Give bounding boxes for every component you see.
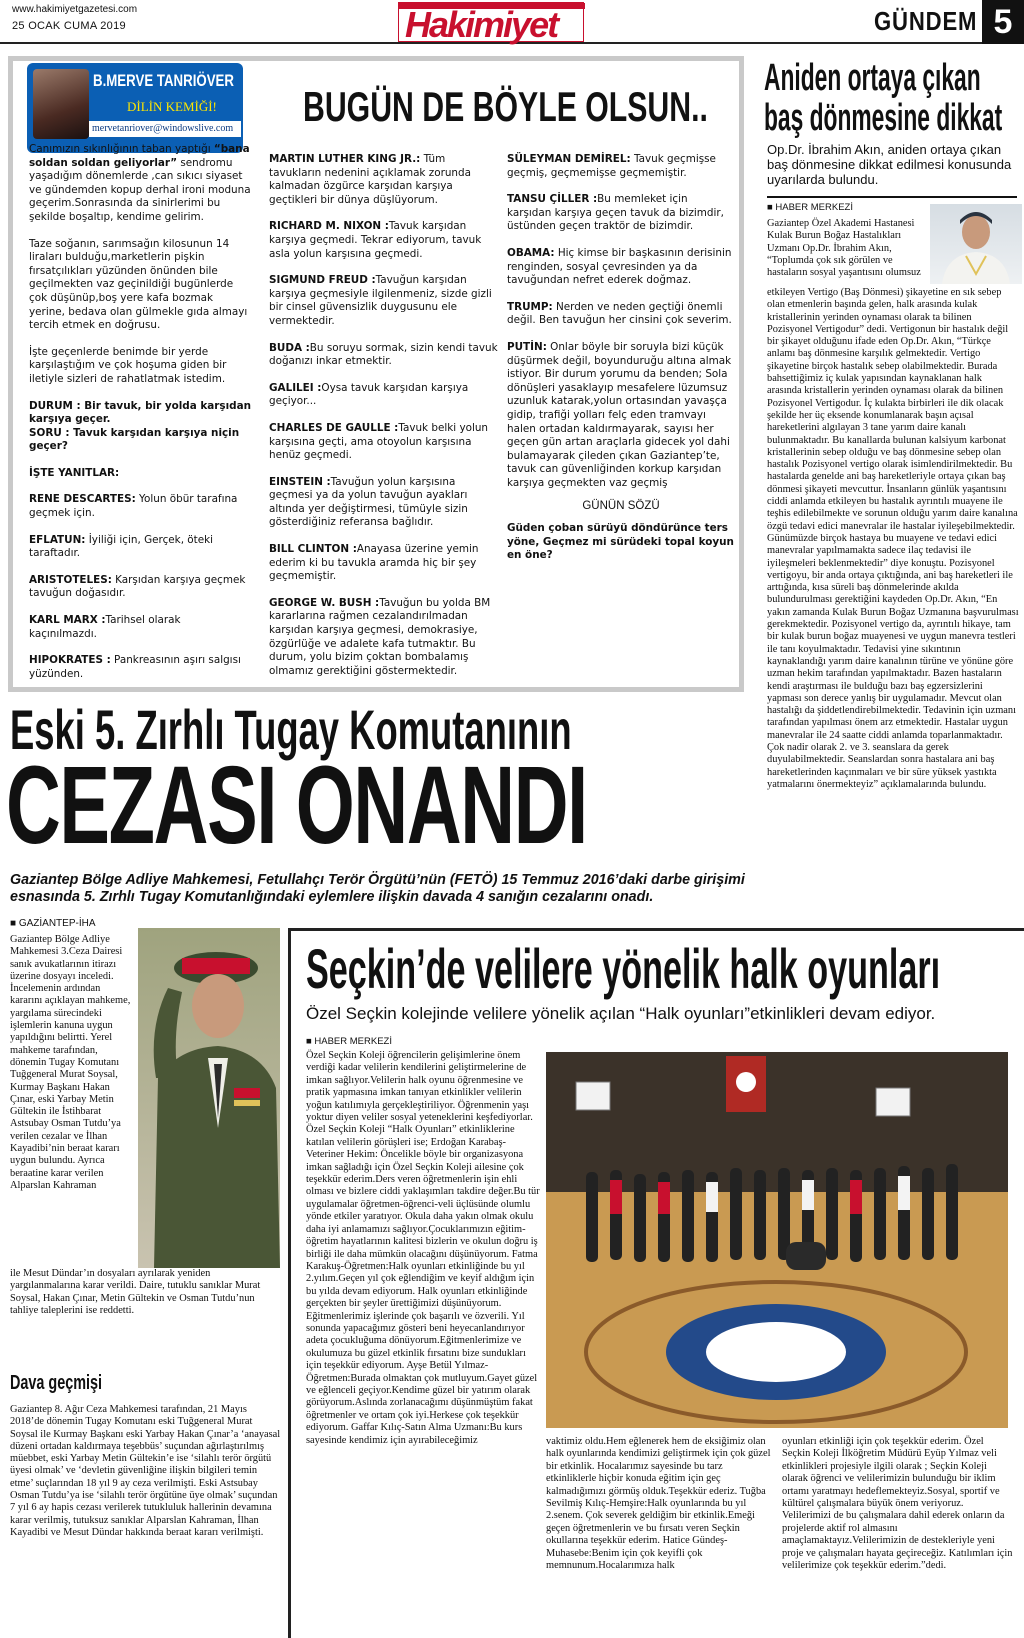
answer-text: Tarihsel olarak kaçınılmazdı.: [29, 614, 181, 640]
answer-item: [269, 274, 499, 328]
answer-item: [507, 153, 735, 180]
answer-name: CHARLES DE GAULLE :: [269, 421, 399, 434]
soru-text: SORU : Tavuk karşıdan karşıya niçin geçer?: [29, 426, 240, 453]
main-body-narrow: Gaziantep Bölge Adliye Mahkemesi 3.Ceza Dairesi sanık avukatlarının itirazı üzerine dosyayı inceledi. İncelemenin ardından kararını açıklayan mahkeme, yargılama sürecindeki işlemlerin kanuna uygun yapıldığını belirtti. Yerel mahkeme tarafından, dönemin Tugay Komutanı Tuğgeneral Murat Soysal, Kurmay Başkanı Hakan Çınar, eski Yarbay Metin Gültekin ile İstihbarat Astsubay Osman Tutdu’ya verilen cezalar ve İlhan Kayadibi’nin beraat kararı uygun bulundu. Ayrıca beraatine karar verilen Alparslan Kahraman: [10, 934, 131, 1191]
side-byline: ■ HABER MERKEZİ: [767, 202, 853, 213]
page-number: 5: [982, 0, 1024, 44]
answer-text: Onlar böyle bir soruyla bizi küçük düşürmek değil, boyunduruğu altına almak istiyor. Bir durum yorumu da benden; Sola dönüşleri yasaklayıp mesafelere lüzumsuz uzunluk katarak,yolun ortasından yavaşça gidip, trafiği yolları felç eden tramvayı halen ortadan kaldırmayarak, sayısı her geçen gün artan araçlarla gidecek yol dahi bulamayarak çileden çıkan Gaziantep’te, tavuk can güvenliğinden korkup karşıdan karşıya geçmekten vaz geçmiş: [507, 340, 732, 489]
officer-illustration: [138, 928, 280, 1268]
main-headline: CEZASI ONANDI: [6, 744, 587, 867]
answer-text: Tavuğun bu yolda BM kararlarına rağmen cezalandırılmadan karşıdan karşıya geçmesi, demokrasiye, özgürlüğe ve adalete kafa tutmaktır. Bu durum, yolu bizim çoktan bombalamış olmamız gerektiğini göstermektedir.: [269, 596, 491, 677]
seckin-col-2: vaktimiz oldu.Hem eğlenerek hem de eksiğimiz olan halk oyunlarında kendimizi geliştirmek için çok güzel bir etkinlik. Hocalarımız sayesinde bu tarz etkinliklerle hiçbir konuda eğitim için geç kalmadığımızı görmüş olduk.Teşekkür ederiz. Tuğba Sevilmiş Kılıç-Hemşire:Halk oyunlarında bu yıl 2.senem. Çok severek geldiğim bir etkinlik.Emeği geçen öğretmenlerin ve bu fırsatı veren Seçkin okullarına teşekkür ederim. Hatice Gündeş-Muhasebe:Benim için çok keyifli çok memnunum.Hocalarımıza halk: [546, 1436, 771, 1572]
doctor-photo: [930, 204, 1022, 284]
newspaper-logo: [398, 2, 584, 45]
answer-item: [269, 342, 499, 369]
answer-text: Yolun öbür tarafına geçmek için.: [29, 493, 238, 520]
author-photo: [33, 69, 89, 139]
answer-name: BILL CLINTON :: [269, 543, 357, 556]
answer-item: [29, 574, 251, 601]
seckin-col-1: Özel Seçkin Koleji öğrencilerin gelişimlerine önem verdiği kadar velilerin kendilerini geliştirmelerine de imkan sağlıyor.Velilerin halk oyunu öğrenmesine ve pratik yapmasına imkan tanıyan etkinlikler velilerin yoğun katılımıyla gerçekleştiriliyor. Öğrenmenin yaşı yoktur diyen veliler sosyal yeteneklerini keşfediyorlar. Özel Seçkin Koleji “Halk Oyunları” etkinliklerine katılan velilerin görüşleri ise; Erdoğan Karabaş-Veteriner Hekim: Öncelikle böyle bir organizasyona imkan sağladığı için Özel Seçkin Koleji ailesine çok teşekkür ederim.Ders veren öğretmenlerin işin ehli olması ve bizlere ciddi yaklaşımları takdire değer.Bu tür uygulamalar öğretmen-öğrenci-veli üçlüsünde olumlu yönde etkiler yaratıyor. Okula daha yakın olmak okulu daha iyi anlamamızı sağlıyor.Çocuklarımızın eğitim-öğretim hayatlarının kalitesi bizlerin ve okulun doğru iş birliği ile daha mümkün olacağını düşünüyorum. Fatma Karakuş-Öğretmen:Halk oyunları etkinliğinde bu yıl 2.yılım.Geçen yıl çok eğlendiğim ve keyif aldığım için bu yılda devam ediyorum. Halk oyunları etkinliğinde gerçekten bir şeyler ürettiğimizi düşünüyorum. Eğitmenlerimiz işlerinde çok başarılı ve özverili. Yıl sonunda yapacağımız gösteri beni heyecanlandırıyor adeta çocukluğuma dönüyorum.Eğitmenlerimize ve okulumuza bu güzel etkinlik fırsatını bize sundukları için teşekkür ediyorum. Ayşe Betül Yılmaz-Öğretmen:Burada olmaktan çok mutluyum.Gayet güzel ve eğlenceli geçiyor.Kendime güzel bir yatırım olarak görüyorum.Aslında zorlanacağımı düşünmüştüm fakat öğretmenler ve ortam çok iyi.Herkese çok teşekkür ediyorum. Gaffar Kılıç-Satın Alma Uzmanı:Bu kurs sayesinde kendimiz için ayırabileceğimiz: [306, 1050, 540, 1446]
side-body: etkileyen Vertigo (Baş Dönmesi) şikayetine en sık sebep olan etmenlerin başında gelen, halk arasında kulak kristallerinin yerinden oynaması olarak ta bilinen Pozisyonel Vertigodur” dedi. Vertigonun bir hastalık değil bir şikayet olduğunu ifade eden Op.Dr. Akın, “Türkçe anlamı baş dönmesine karşılık gelmektedir. Vertigo şikayetine birçok hastalık sebep olabilmektedir. Burada bahsettiğimiz iç kulak yapısından kaynaklanan halk arasında kristallerin yerinden oynaması olarak da bilinen Pozisyonel Vertigodur. İç kulakta birbirleri ile dik olacak şekilde her üç eksende konumlanarak başın açısal hareketlerini algılayan 3 tane yarım daire kanalı bulunmaktadır. Bu kanallarda bulunan kalsiyum karbonat kristallerinin sebep olduğu ve baş dönmesine sebep olan hastalık Pozisyonel vertigo olarak isimlendirilmektedir. Bu hastalarda genelde ani baş hareketleriyle ortaya çıkan baş dönmesi şikayeti mevcuttur. İnsanların günlük yaşantısını ciddi anlamda etkileyen bu hastalık ayrıntılı muayene ile teşhis edilebilmekte ve sorunun olduğu yarım daire kanalına özgü tedavi edici manevralar ile hastalar iyileşebilmektedir. Günümüzde birçok hastaya bu muayene ve tedavi edici manevralar yapılmamakta sadece ilaç tedavisi ile iyileşmeleri beklenmektedir” diye konuştu. Pozisyonel vertigoyu, bir anda ortaya çıktığında, ani baş hareketleri ile arttığında, kısa süreli baş dönmelerinde akılda bulundurulması gerektiğini kaydeden Op.Dr. Akın, “En yakın zamanda Kulak Burun Boğaz Uzmanına başvurulması gerekmektedir. Pozisyonel vertigo da, ayrıntılı hikaye, tam bir kulak burun boğaz muayenesi ve uygun manevra testleri ile tanı koyulmaktadır. Tedavisi yine sıkıntının kaynaklandığı yarım daire kanalının türüne ve yönüne göre uzman hekim tarafından yapılmaktadır. Bazen hastaların kendi araştırması ile bulduğu bazı baş egzersizlerini yapması son derece yanlış bir uygulamadır. Mevcut olan hastalığı da şiddetlendirebilmektedir. Tedavinin için uzmanı tarafından yapılması önem arz etmektedir. Hastalar uygun manevralar ile 24 saatte ciddi anlamda toparlanmaktadır. Çok nadir olarak 2. ve 3. seanslara da gerek duyulabilmektedir. Seanslardan sonra hastalara ani baş hareketlerinden kaçınmaları ve bir süre yüksek yastıkta yatmalarını önermekteyiz” açıklamalarında bulundu.: [767, 287, 1019, 790]
answer-name: RICHARD M. NIXON :: [269, 220, 389, 233]
answer-name: KARL MARX :: [29, 614, 106, 627]
subhead-dava: Dava geçmişi: [10, 1372, 103, 1394]
answer-item: [269, 382, 499, 409]
dava-body: Gaziantep 8. Ağır Ceza Mahkemesi tarafından, 21 Mayıs 2018’de dönemin Tugay Komutanı eski Tuğgeneral Murat Soysal ile Kurmay Başkanı eski Yarbay Hakan Çınar’a ‘anayasal düzeni ortadan kaldırmaya teşebbüs’ suçundan ağırlaştırılmış müebbet, eski Yarbay Metin Gültekin’e ise ‘silahlı terör örgütü üyesi olmak’ ve ‘devletin güvenliğine ilişkin bilgileri temin etme’ suçlarından 18 yıl 9 ay ceza verilmişti. Eski Astsubay Osman Tutdu’ya ise ‘silahlı terör örgütüne üye olmak’ suçundan 7 yıl 6 ay hapis cezası verilerek tutukluluk hallerinin devamına karar verilmiş, tutuksuz sanıklar Alparslan Kahraman, İlhan Kayadibi ve Mesut Dündar hakkında beraat kararı verilmişti.: [10, 1404, 281, 1538]
answer-text: İyiliği için, Gerçek, öteki taraftadır.: [29, 533, 214, 560]
opinion-headline: BUGÜN DE BÖYLE OLSUN..: [303, 83, 708, 130]
officer-photo: [138, 928, 280, 1268]
answer-text: Oysa tavuk karşıdan karşıya geçiyor...: [269, 381, 469, 408]
answer-name: EFLATUN:: [29, 533, 86, 546]
seckin-col-3: oyunları etkinliği için çok teşekkür ederim. Özel Seçkin Koleji İlköğretim Müdürü Eyüp Yılmaz veli etkinlikleri projesiyle ilgili olarak ; Seçkin Koleji olarak öğrenci ve velilerimizin bulunduğu bir iklim ortamı yaratmayı hedeflemekteyiz.Sosyal, sportif ve kültürel çalışmalara büyük önem veriyoruz. Velilerimizi de bu çalışmalara dahil ederek onların da projelerde aktif rol almasını amaçlamaktayız.Velilerimizin de destekleriyle yeni proje ve çalışmaları hayata geçireceğiz. Katılımları için velilerimize çok teşekkür ederim.”dedi.: [782, 1436, 1013, 1572]
side-title-line-2: baş dönmesine dikkat: [764, 97, 1003, 139]
site-url[interactable]: www.hakimiyetgazetesi.com: [12, 4, 138, 15]
intro-quote: “bana soldan soldan geliyorlar”: [29, 143, 250, 169]
answer-name: MARTIN LUTHER KING JR.:: [269, 153, 421, 165]
answer-name: OBAMA:: [507, 246, 555, 259]
answer-item: [269, 220, 499, 261]
answer-item: [269, 153, 499, 207]
answer-name: GALILEI :: [269, 381, 322, 394]
answer-item: [507, 193, 735, 234]
seckin-byline: ■ HABER MERKEZİ: [306, 1036, 392, 1047]
side-body-top: Gaziantep Özel Akademi Hastanesi Kulak Burun Boğaz Hastalıkları Uzmanı Op.Dr. İbrahim Akın, “Toplumda çok sık görülen ve hastaların sosyal yaşantısını olumsuz: [767, 218, 921, 279]
page-header: [0, 0, 1024, 44]
folk-dance-photo: [546, 1052, 1008, 1428]
answer-name: SÜLEYMAN DEMİREL:: [507, 153, 631, 165]
answer-item: [269, 476, 499, 530]
answer-text: Bu soruyu sormak, sizin kendi tavuk doğanızı inkar etmektir.: [269, 341, 498, 368]
main-byline: ■ GAZİANTEP-İHA: [10, 918, 96, 929]
answer-item: [29, 614, 251, 641]
opinion-col-3: [507, 153, 735, 576]
answer-item: [269, 543, 499, 584]
main-kicker: Eski 5. Zırhlı Tugay Komutanının: [10, 698, 572, 761]
answer-text: Pankreasının aşırı salgısı yüzünden.: [29, 654, 241, 680]
quote-of-day-text: Güden çoban sürüyü döndürünce ters yöne, Geçmez mi sürüdeki topal koyun en öne?: [507, 522, 734, 562]
answer-text: Tavuk karşıdan karşıya geçmedi. Tekrar ediyorum, tavuk asla yolun karşısına geçmedi.: [269, 220, 482, 260]
answer-name: EINSTEIN :: [269, 475, 331, 488]
paragraph: Taze soğanın, sarımsağın kilosunun 14 liraları bulduğu,marketlerin pişkin fırsatçılıkları yüzünden önünden bile geçilmekten vaz geçinildiği bugünlerde çok düşünüp,boş yere kafa bozmak yerine, bedava olan gülmekle gıda almayı tercih etmek en doğrusu.: [29, 237, 248, 332]
author-badge: [27, 63, 243, 153]
answer-text: Tavuk belki yolun karşısına geçti, ama otoyolun karşısına henüz geçmedi.: [269, 421, 489, 462]
author-email[interactable]: mervetanriover@windowslive.com: [89, 121, 241, 137]
seckin-byline-text: HABER MERKEZİ: [314, 1036, 392, 1047]
answer-text: Tavuk geçmişse geçmiş, geçmemişse geçmemiştir.: [507, 153, 716, 179]
answer-item: [507, 341, 735, 491]
main-body-wide: ile Mesut Dündar’ın dosyaları ayrılarak yeniden yargılanmalarına karar verildi. Daire, tutuklu sanıklar Murat Soysal, Hakan Çınar, Metin Gültekin ve Osman Tutdu’nun tahliye taleplerini ise reddetti.: [10, 1268, 261, 1316]
gym-illustration: [546, 1052, 1008, 1428]
answer-text: Bu memleket için karşıdan karşıya geçen tavuk da bizimdir, üstünden geçen traktör de bizimdir.: [507, 193, 724, 233]
answer-name: SIGMUND FREUD :: [269, 274, 376, 287]
main-byline-text: GAZİANTEP-İHA: [18, 918, 96, 929]
answer-name: BUDA :: [269, 341, 310, 354]
answer-text: Nerden ve neden geçtiği önemli değil. Ben tavuğun her cinsini çok severim.: [507, 300, 732, 327]
question-block: [29, 400, 251, 454]
answer-text: Hiç kimse bir başkasının derisinin renginden, sosyal çevresinden ya da tavuğundan nefret ederek doğmaz.: [507, 246, 732, 287]
issue-date: 25 OCAK CUMA 2019: [12, 20, 126, 32]
opinion-col-2: [269, 153, 499, 691]
answer-name: ARISTOTELES:: [29, 573, 112, 586]
answer-name: PUTİN:: [507, 340, 547, 353]
answer-item: [269, 422, 499, 463]
answer-name: GEORGE W. BUSH :: [269, 596, 380, 609]
answers-heading: İŞTE YANITLAR:: [29, 466, 120, 479]
opinion-column-box: [8, 56, 744, 692]
seckin-lede: Özel Seçkin kolejinde velilere yönelik açılan “Halk oyunları”etkinlikleri devam ediyor.: [306, 1004, 936, 1023]
quote-of-day-title: GÜNÜN SÖZÜ: [582, 500, 660, 513]
answer-text: Tavuğun karşıdan karşıya geçmesiyle ilgilenmeniz, sizde gizli bir cinsel güvensizlik duygusunu ele vermektedir.: [269, 274, 492, 327]
answer-item: [269, 597, 499, 679]
intro-text-2: sendromu yaşadığım dönemlerde ,can sıkıcı siyaset ve gündemden kopup derhal ironi moduna geçerim.Sonrasında da sinirlerimi bu şekilde boşaltıp, kendime gelirim.: [29, 156, 251, 223]
paragraph: İşte geçenlerde benimde bir yerde karşılaştığım ve çok hoşuma giden bir iletiyle sizleri de rahatlatmak istedim.: [29, 345, 227, 385]
answer-name: TRUMP:: [507, 300, 553, 313]
answer-item: [29, 654, 251, 681]
author-name: B.MERVE TANRIÖVER: [93, 71, 234, 90]
answer-text: Tüm tavukların nedenini açıklamak zorunda kalmadan özgürce karşıdan karşıya geçtikleri bir dünya düşlüyorum.: [269, 153, 471, 206]
intro-paragraph: [29, 143, 251, 225]
side-story-lede: Op.Dr. İbrahim Akın, aniden ortaya çıkan baş dönmesine dikkat edilmesi konusunda uyarılarda bulundu.: [767, 142, 1012, 187]
answer-text: Karşıdan karşıya geçmek tavuğun doğasıdır.: [29, 573, 246, 600]
answer-name: RENE DESCARTES:: [29, 493, 136, 506]
section-name: GÜNDEM: [874, 6, 978, 36]
answer-item: [29, 493, 251, 520]
answer-name: TANSU ÇİLLER :: [507, 193, 598, 206]
main-lede: Gaziantep Bölge Adliye Mahkemesi, Fetullahçı Terör Örgütü’nün (FETÖ) 15 Temmuz 2016’daki darbe girişimi esnasında 5. Zırhlı Tugay Komutanlığındaki eylemlere ilişkin davada 4 sanığın cezalarını onadı.: [10, 872, 745, 905]
doctor-illustration: [930, 204, 1022, 284]
side-story-title: [764, 58, 1002, 138]
answer-item: [29, 534, 251, 561]
column-name: DİLİN KEMİĞİ!: [127, 99, 217, 114]
answer-text: Tavuğun yolun karşısına geçmesi ya da yolun tavuğun ayakları altında yer değiştirmesi, tümüyle sizin gösterdiğiniz referansa bağlıdır.: [269, 475, 468, 529]
answer-name: HIPOKRATES :: [29, 654, 111, 667]
side-divider: [767, 196, 1017, 198]
answer-text: Anayasa üzerine yemin ederim ki bu tavukla aramda hiç bir şey geçmemiştir.: [269, 543, 479, 583]
opinion-col-1: [29, 143, 251, 694]
answer-item: [507, 247, 735, 288]
durum-text: DURUM : Bir tavuk, bir yolda karşıdan karşıya geçer.: [29, 399, 251, 426]
seckin-title: Seçkin’de velilere yönelik halk oyunları: [306, 937, 941, 1000]
side-byline-text: HABER MERKEZİ: [775, 202, 853, 213]
intro-text: Canımızın sıkınlığının taban yaptığı: [29, 143, 214, 155]
answer-item: [507, 301, 735, 328]
logo-text: Hakimiyet: [405, 4, 558, 45]
side-title-line-1: Aniden ortaya çıkan: [764, 57, 981, 99]
